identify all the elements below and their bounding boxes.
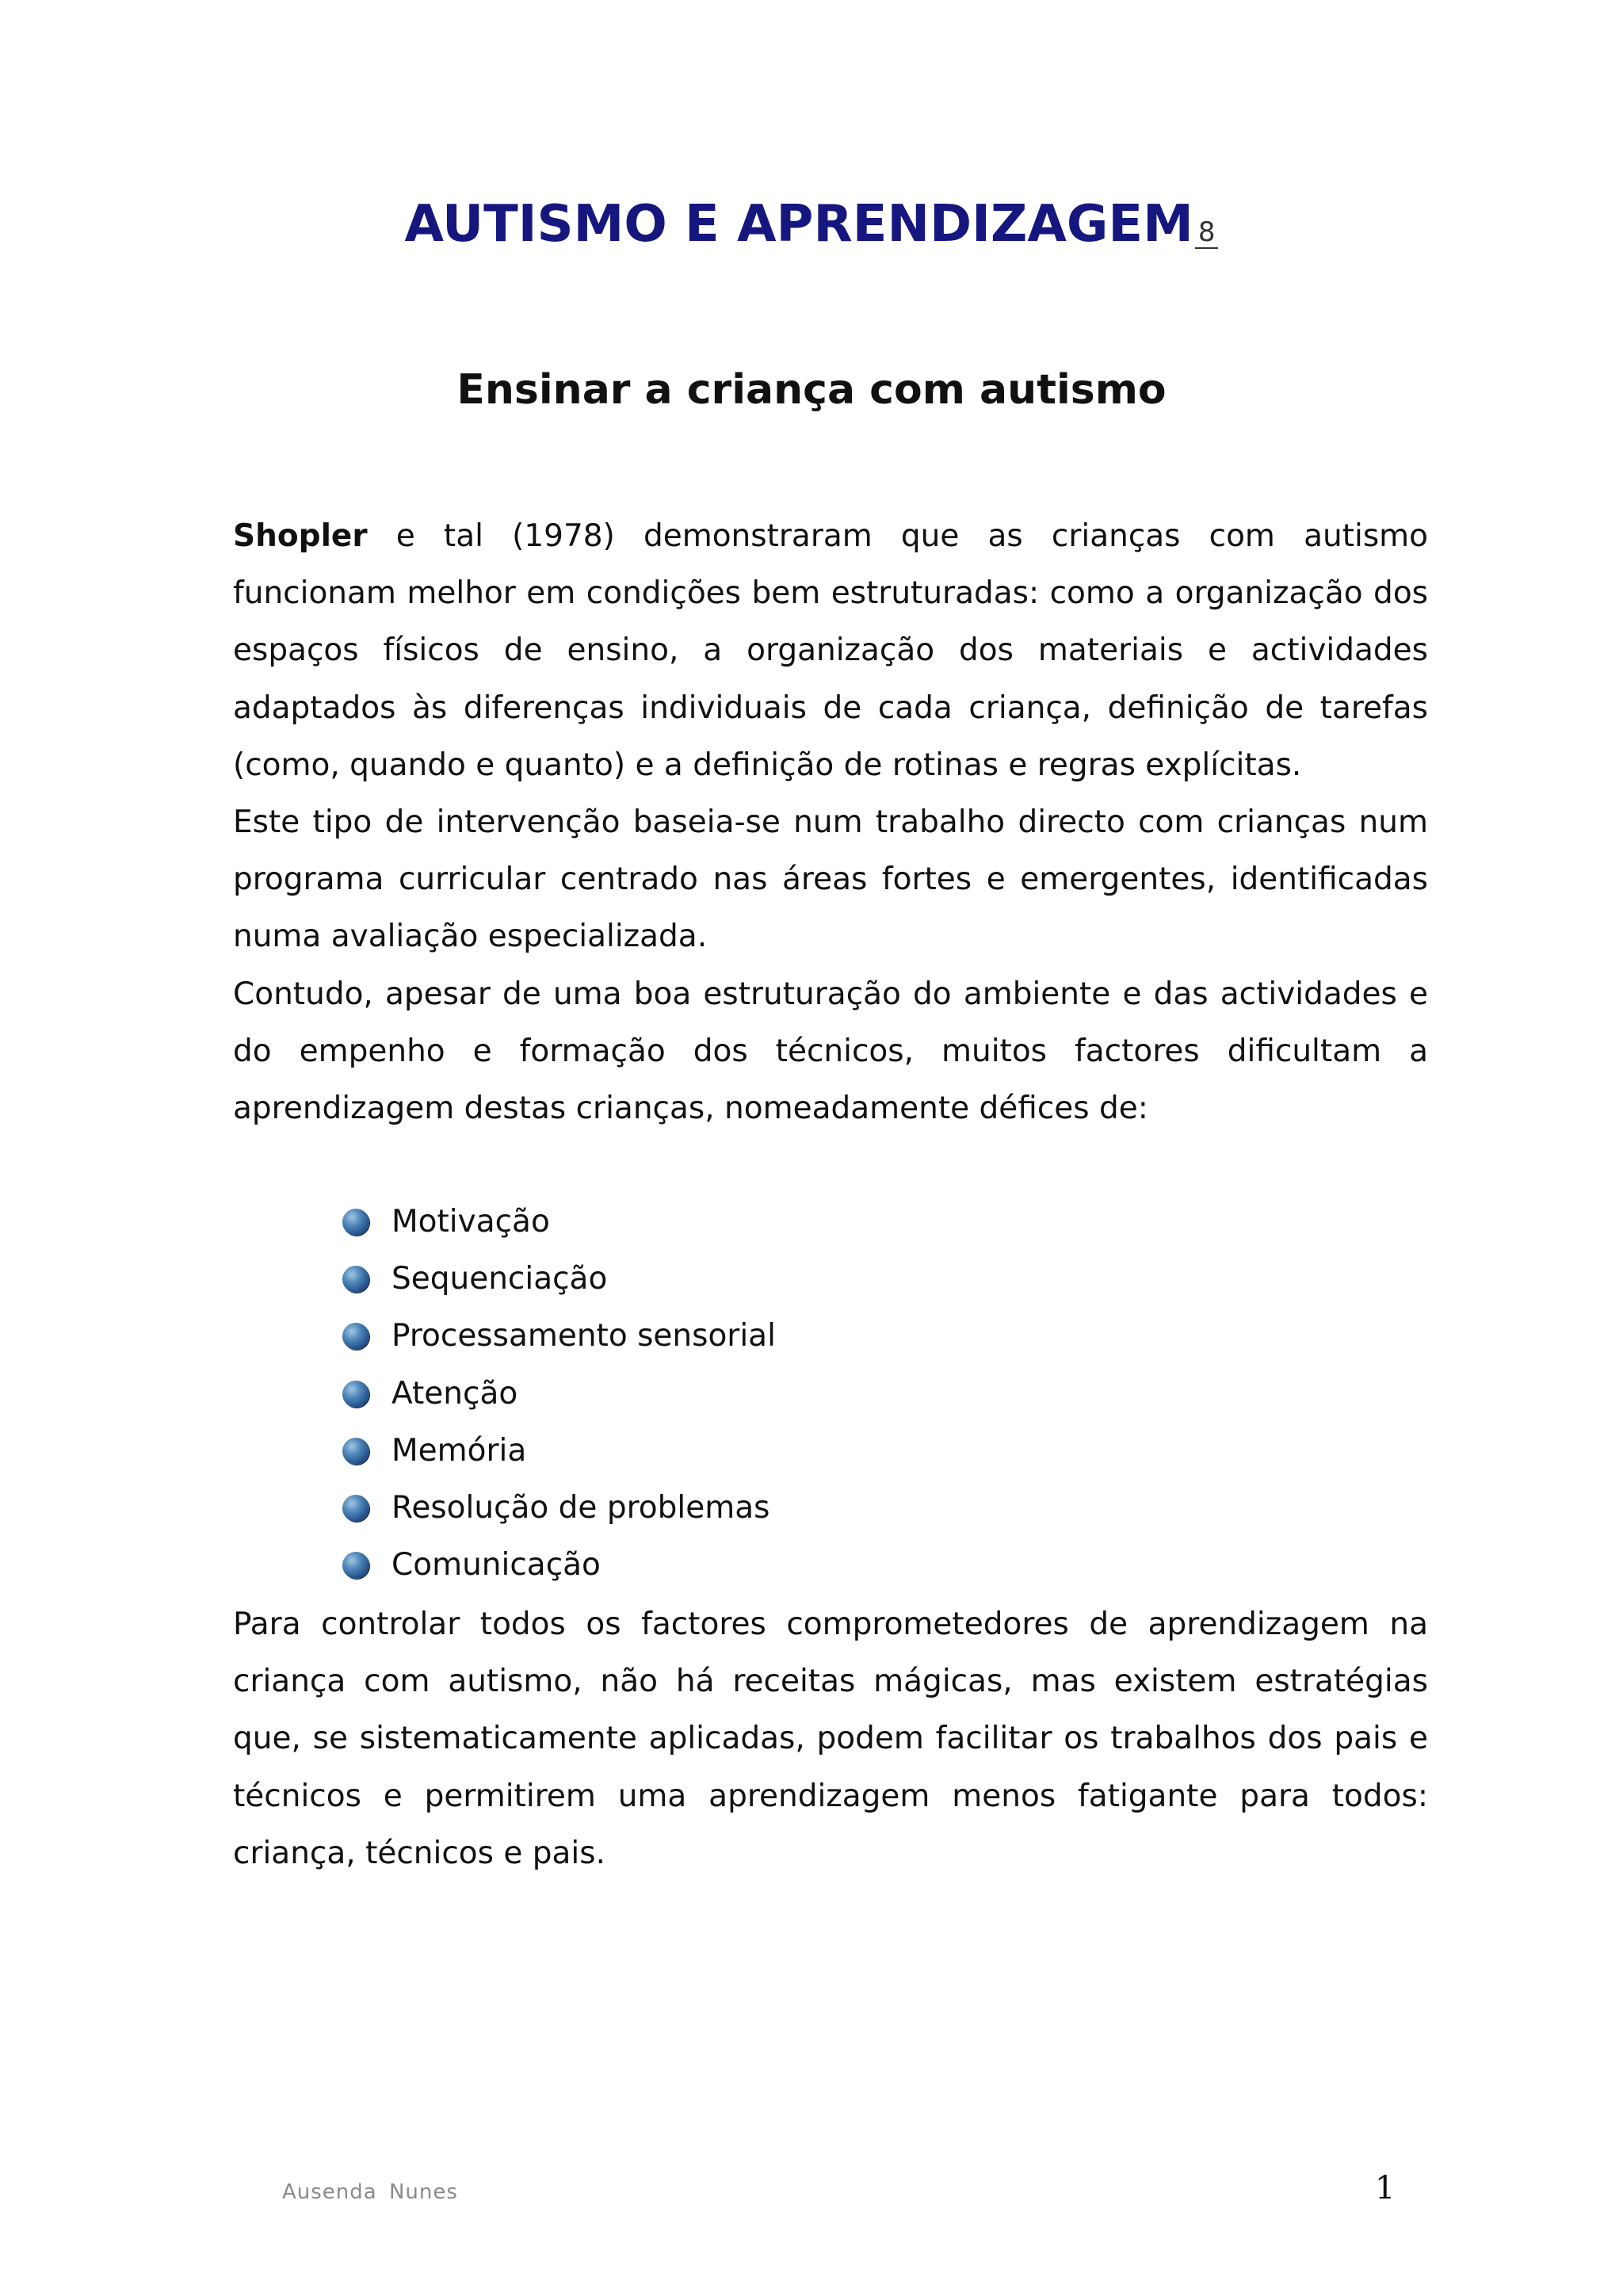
intro-paragraph-1-text: e tal (1978) demonstraram que as crianças com autismo funcionam melhor em condições bem estruturadas: como a organização dos espaços físicos de ensino, a organização dos materiais e actividades adaptados às diferenças individuais de cada criança, definição de tarefas (como, quando e quanto) e a definição de rotinas e regras explícitas. — [233, 518, 1428, 783]
list-item-label: Atenção — [391, 1375, 518, 1412]
intro-paragraph-3: Contudo, apesar de uma boa estruturação do ambiente e das actividades e do empenho e formação dos técnicos, muitos factores dificultam a aprendizagem destas crianças, nomeadamente défices de: — [233, 976, 1428, 1127]
bullet-icon — [342, 1209, 369, 1236]
page-number: 1 — [1375, 2170, 1396, 2206]
closing-section — [233, 1596, 1428, 1882]
closing-paragraph: Para controlar todos os factores comprometedores de aprendizagem na criança com autismo, não há receitas mágicas, mas existem estratégias que, se sistematicamente aplicadas, podem facilitar os trabalhos dos pais e técnicos e permitirem uma aprendizagem menos fatigante para todos: criança, técnicos e pais. — [233, 1606, 1428, 1871]
bullet-icon — [342, 1381, 369, 1408]
list-item — [342, 1423, 776, 1480]
list-item — [342, 1308, 776, 1365]
author-name-bold: Shopler — [233, 518, 368, 554]
intro-section — [233, 508, 1428, 1137]
list-item — [342, 1194, 776, 1251]
bullet-icon — [342, 1323, 369, 1350]
list-item — [342, 1537, 776, 1594]
list-item-label: Memória — [391, 1432, 527, 1469]
document-subtitle: Ensinar a criança com autismo — [456, 366, 1167, 414]
list-item-label: Comunicação — [391, 1547, 601, 1584]
document-title-text: AUTISMO E APRENDIZAGEM — [404, 195, 1193, 254]
list-item-label: Resolução de problemas — [391, 1490, 770, 1526]
intro-paragraph-2: Este tipo de intervenção baseia-se num trabalho directo com crianças num programa curricular centrado nas áreas fortes e emergentes, identificadas numa avaliação especializada. — [233, 804, 1428, 955]
deficits-list — [342, 1194, 776, 1594]
document-title — [0, 189, 1623, 260]
list-item — [342, 1366, 776, 1423]
list-item — [342, 1251, 776, 1308]
footer-author: Ausenda Nunes — [282, 2180, 458, 2204]
bullet-icon — [342, 1438, 369, 1465]
title-footnote-mark: 8 — [1195, 217, 1219, 249]
list-item — [342, 1480, 776, 1537]
list-item-label: Sequenciação — [391, 1261, 608, 1297]
list-item-label: Processamento sensorial — [391, 1318, 776, 1354]
bullet-icon — [342, 1266, 369, 1293]
intro-paragraph-1 — [233, 508, 1428, 794]
bullet-icon — [342, 1552, 369, 1579]
list-item-label: Motivação — [391, 1204, 550, 1240]
bullet-icon — [342, 1495, 369, 1522]
